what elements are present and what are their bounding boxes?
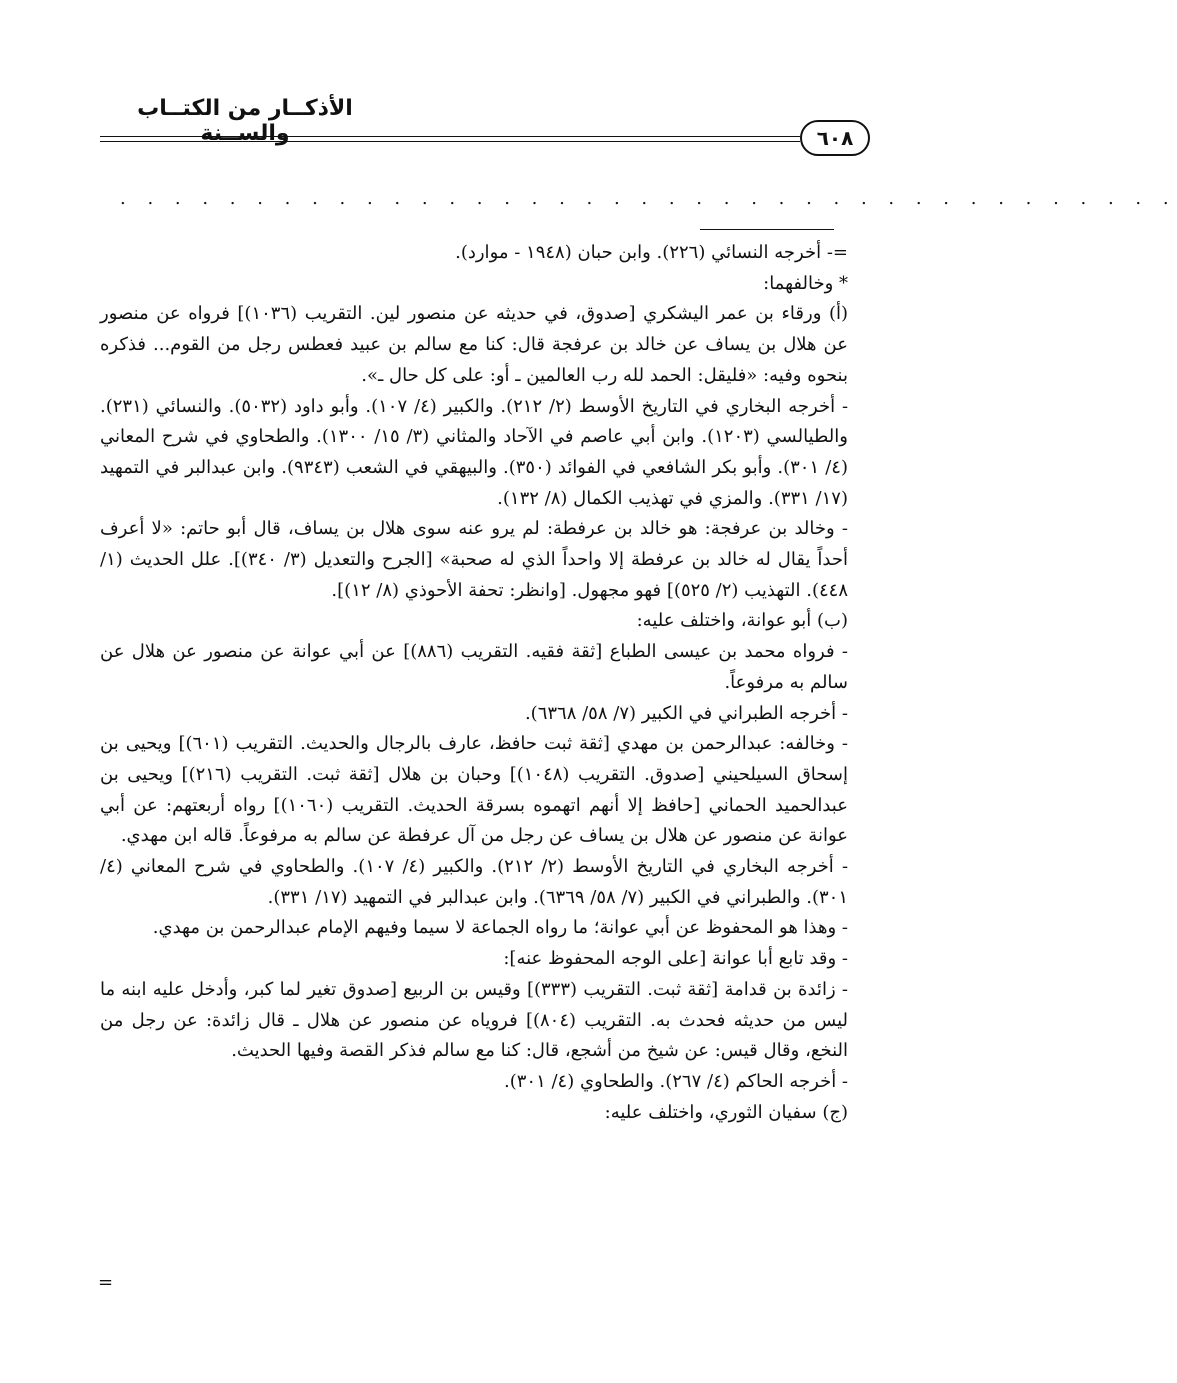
paragraph: - زائدة بن قدامة [ثقة ثبت. التقريب (٣٣٣)] وقيس بن الربيع [صدوق تغير لما كبر، وأدخل عليه ابنه ما ليس من حديثه فحدث به. التقريب (٨٠٤)] فروياه عن منصور عن هلال ـ قال زائدة: عن رجل من النخع، وقال قيس: عن شيخ من أشجع، قال: كنا مع سالم فذكر القصة وفيها الحديث. — [100, 978, 848, 1062]
paragraph: - فرواه محمد بن عيسى الطباع [ثقة فقيه. التقريب (٨٨٦)] عن أبي عوانة عن منصور عن هلال عن سالم به مرفوعاً. — [100, 641, 848, 693]
paragraph: - أخرجه البخاري في التاريخ الأوسط (٢/ ٢١٢). والكبير (٤/ ١٠٧). وأبو داود (٥٠٣٢). والنسائي (٢٣١). والطيالسي (١٢٠٣). وابن أبي عاصم في الآحاد والمثاني (٣/ ١٥/ ١٣٠٠). والطحاوي في شرح المعاني (٤/ ٣٠١). وأبو بكر الشافعي في الفوائد (٣٥٠). والبيهقي في الشعب (٩٣٤٣). وابن عبدالبر في التمهيد (١٧/ ٣٣١). والمزي في تهذيب الكمال (٨/ ١٣٢). — [100, 395, 849, 509]
footnote-rule — [700, 229, 834, 230]
paragraph: - وهذا هو المحفوظ عن أبي عوانة؛ ما رواه الجماعة لا سيما وفيهم الإمام عبدالرحمن بن مهدي. — [152, 917, 848, 939]
paragraph: * وخالفهما: — [763, 272, 848, 294]
paragraph: =- أخرجه النسائي (٢٢٦). وابن حبان (١٩٤٨ - موارد). — [455, 242, 848, 263]
dotted-separator: . . . . . . . . . . . . . . . . . . . . . . . . . . . . . . . . . . . . . . . — [120, 188, 1177, 209]
paragraph: (أ) ورقاء بن عمر اليشكري [صدوق، في حديثه عن منصور لين. التقريب (١٠٣٦)] فرواه عن منصور عن هلال بن يساف عن خالد بن عرفجة قال: كنا مع سالم بن عبيد فعطس رجل من القوم... فذكره بنحوه وفيه: «فليقل: الحمد لله رب العالمين ـ أو: على كل حال ـ». — [100, 303, 848, 386]
page-number: ٦٠٨ — [800, 120, 870, 156]
paragraph: (ب) أبو عوانة، واختلف عليه: — [636, 610, 848, 632]
paragraph: - أخرجه البخاري في التاريخ الأوسط (٢/ ٢١٢). والكبير (٤/ ١٠٧). والطحاوي في شرح المعاني (٤/ ٣٠١). والطبراني في الكبير (٧/ ٥٨/ ٦٣٦٩). وابن عبدالبر في التمهيد (١٧/ ٣٣١). — [100, 856, 849, 908]
running-title: الأذكــار من الكتــاب والســنة — [137, 96, 353, 146]
footnote-text — [100, 238, 848, 1128]
paragraph: - وخالد بن عرفجة: هو خالد بن عرفطة: لم يرو عنه سوى هلال بن يساف، قال أبو حاتم: «لا أعرف أحداً يقال له خالد بن عرفطة إلا واحداً الذي له صحبة» [الجرح والتعديل (٣/ ٣٤٠)]. علل الحديث (١/ ٤٤٨). التهذيب (٢/ ٥٢٥)] فهو مجهول. [وانظر: تحفة الأحوذي (٨/ ١٢)]. — [100, 518, 848, 601]
paragraph: - أخرجه الطبراني في الكبير (٧/ ٥٨/ ٦٣٦٨). — [524, 702, 848, 724]
header-rule — [100, 136, 800, 137]
paragraph: (ج) سفيان الثوري، واختلف عليه: — [604, 1101, 848, 1123]
paragraph: - وقد تابع أبا عوانة [على الوجه المحفوظ عنه]: — [503, 948, 848, 970]
continuation-mark: = — [98, 1272, 114, 1293]
paragraph: - وخالفه: عبدالرحمن بن مهدي [ثقة ثبت حافظ، عارف بالرجال والحديث. التقريب (٦٠١)] ويحيى بن إسحاق السيلحيني [صدوق. التقريب (١٠٤٨)] وحبان بن هلال [ثقة ثبت. التقريب (٢١٦)] ويحيى بن عبدالحميد الحماني [حافظ إلا أنهم اتهموه بسرقة الحديث. التقريب (١٠٦٠)] رواه أربعتهم: عن أبي عوانة عن منصور عن هلال بن يساف عن رجل من آل عرفطة عن سالم به مرفوعاً. قاله ابن مهدي. — [100, 733, 848, 847]
header-rule-double — [100, 141, 800, 142]
paragraph: - أخرجه الحاكم (٤/ ٢٦٧). والطحاوي (٤/ ٣٠١). — [503, 1070, 848, 1092]
